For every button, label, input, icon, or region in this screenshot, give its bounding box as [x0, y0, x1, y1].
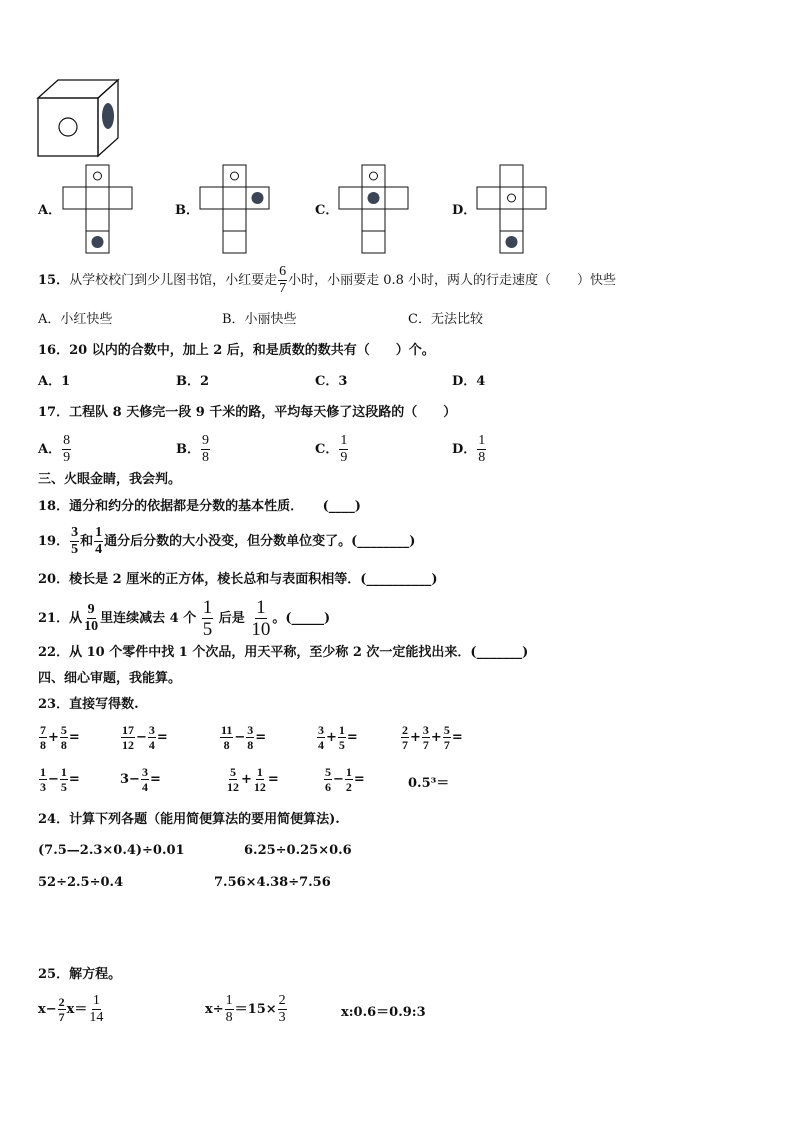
q15-text-a: 从学校校门到少儿图书馆，小红要走	[69, 272, 278, 288]
section-4-heading: 四、细心审题，我能算。	[38, 671, 182, 686]
q15-option-c[interactable]: C．无法比较	[408, 312, 483, 327]
q16-option-b[interactable]: B．2	[176, 374, 210, 389]
filled-dot-icon	[102, 103, 114, 129]
question-25-title: 25．解方程。	[38, 967, 122, 982]
q23-r2-item-2: 3− $\frac{3}{4}$ =	[120, 765, 161, 794]
question-17: 17．工程队 8 天修完一段 9 千米的路，平均每天修了这段路的（ ）	[38, 405, 457, 420]
q23-r2-item-5: 0.5³＝	[408, 776, 450, 791]
q15-fraction: $\frac{6}{7}$	[279, 264, 287, 296]
q23-r1-item-4: $\frac{3}{4}$ + $\frac{1}{5}$ =	[318, 723, 358, 752]
q16-option-a[interactable]: A．1	[38, 374, 71, 389]
option-c-label: C．	[315, 203, 339, 218]
q16-option-c[interactable]: C．3	[315, 374, 348, 389]
question-18: 18．通分和约分的依据都是分数的基本性质． (____)	[38, 499, 361, 514]
q23-r2-item-4: $\frac{5}{6}$ − $\frac{1}{2}$ =	[325, 765, 365, 794]
option-d-label: D．	[452, 203, 477, 218]
question-19: 19． $\frac{3}{5}$ 和 $\frac{1}{4}$ 通分后分数的大小没变，但分数单位变了。(________)	[38, 525, 416, 557]
cube-figure	[36, 78, 128, 160]
net-options	[38, 165, 758, 260]
question-24-title: 24．计算下列各题（能用简便算法的要用简便算法).	[38, 812, 340, 827]
net-b[interactable]	[199, 165, 271, 257]
q15-option-a[interactable]: A．小红快些	[38, 312, 113, 327]
q23-r1-item-5: $\frac{2}{7}$ + $\frac{3}{7}$ + $\frac{5}{7}$ =	[402, 723, 463, 752]
net-a[interactable]	[62, 165, 134, 257]
option-b-label: B．	[175, 203, 199, 218]
q23-r2-item-1: $\frac{1}{3}$ − $\frac{1}{5}$ =	[40, 765, 80, 794]
q17-option-c[interactable]: C． $\frac{1}{9}$	[315, 433, 348, 465]
question-22: 22．从 10 个零件中找 1 个次品，用天平称，至少称 2 次一定能找出来．(_______)	[38, 645, 529, 660]
q23-r2-item-3: $\frac{5}{12}$ + $\frac{1}{12}$ =	[227, 765, 279, 794]
q24-expr-2: 6.25÷0.25×0.6	[244, 843, 352, 858]
q15-text-b: 小时，小丽要走 0.8 小时，两人的行走速度（ ）快些	[288, 272, 617, 288]
net-c[interactable]	[338, 165, 410, 257]
q15-number: 15．	[38, 272, 70, 288]
q23-r1-item-3: $\frac{11}{8}$ − $\frac{3}{8}$ =	[221, 723, 267, 752]
question-21: 21．从 $\frac{9}{10}$ 里连续减去 4 个 $\frac{1}{5}$ 后是 $\frac{1}{10}$ 。(_____)	[38, 597, 331, 640]
q17-option-d[interactable]: D． $\frac{1}{8}$	[452, 433, 486, 465]
net-d[interactable]	[476, 165, 548, 257]
question-23-title: 23．直接写得数.	[38, 697, 139, 712]
q24-expr-4: 7.56×4.38÷7.56	[214, 875, 331, 890]
q17-option-b[interactable]: B． $\frac{9}{8}$	[176, 433, 209, 465]
q23-r1-item-2: $\frac{17}{12}$ − $\frac{3}{4}$ =	[122, 723, 168, 752]
q24-expr-1: (7.5—2.3×0.4)÷0.01	[38, 843, 185, 858]
q17-option-a[interactable]: A． $\frac{8}{9}$	[38, 433, 71, 465]
option-a-label: A．	[38, 203, 62, 218]
q25-equation-2: x÷ $\frac{1}{8}$ ＝15× $\frac{2}{3}$	[205, 993, 286, 1025]
q16-option-d[interactable]: D．4	[452, 374, 486, 389]
q24-expr-3: 52÷2.5÷0.4	[38, 875, 124, 890]
q23-r1-item-1: $\frac{7}{8}$ + $\frac{5}{8}$ =	[40, 723, 80, 752]
hollow-circle-icon	[59, 118, 77, 136]
question-16: 16．20 以内的合数中，加上 2 后，和是质数的数共有（ ）个。	[38, 343, 435, 358]
q15-option-b[interactable]: B．小丽快些	[222, 312, 297, 327]
question-15	[38, 265, 616, 296]
section-3-heading: 三、火眼金睛，我会判。	[38, 472, 182, 487]
question-20: 20．棱长是 2 厘米的正方体，棱长总和与表面积相等．(__________)	[38, 572, 438, 587]
q25-equation-3: x:0.6＝0.9:3	[341, 1005, 426, 1020]
q25-equation-1: x− $\frac{2}{7}$ x＝ $\frac{1}{14}$	[38, 993, 104, 1025]
